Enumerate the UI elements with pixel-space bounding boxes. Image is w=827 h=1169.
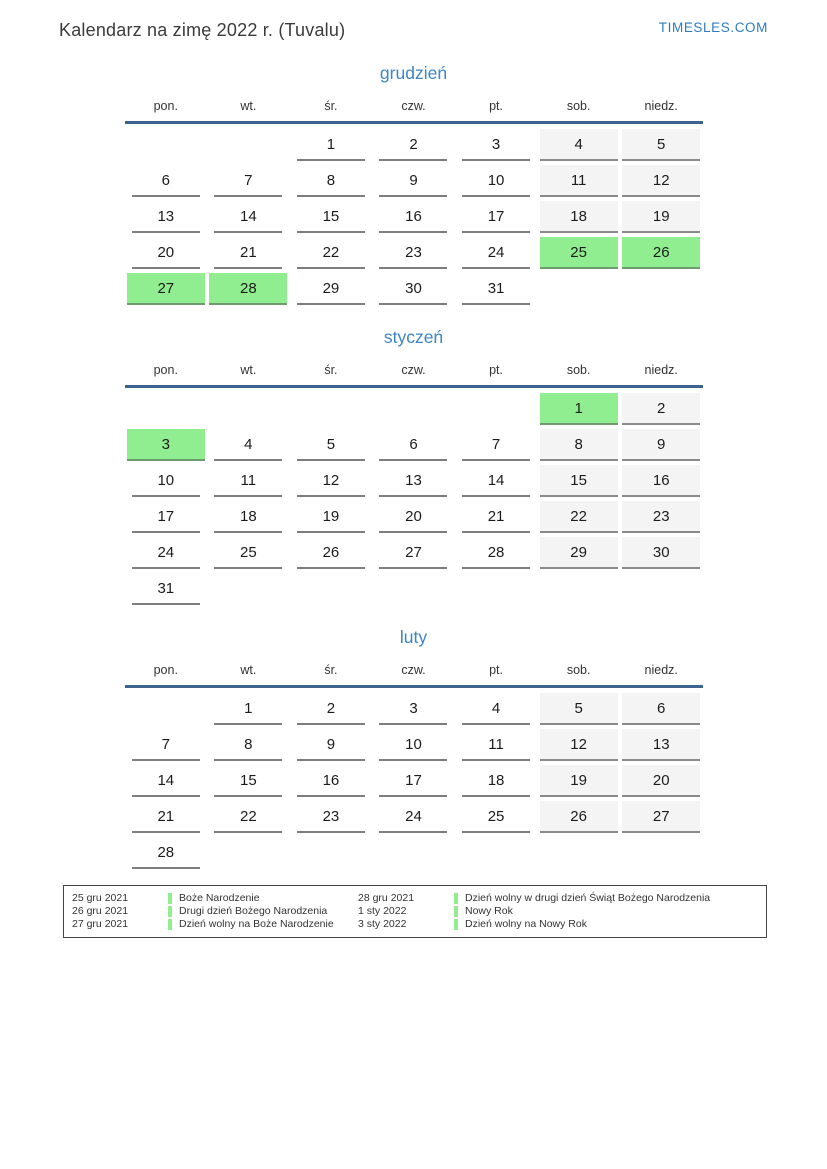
day-grid — [125, 125, 703, 305]
day-number: 12 — [622, 165, 700, 197]
day-cell — [537, 425, 620, 461]
day-cell-empty — [125, 125, 208, 161]
day-number: 17 — [462, 201, 530, 233]
page-title: Kalendarz na zimę 2022 r. (Tuvalu) — [59, 20, 346, 40]
day-number: 2 — [297, 693, 365, 725]
holiday-marker-icon — [168, 893, 172, 904]
day-cell — [620, 761, 703, 797]
day-number: 4 — [462, 693, 530, 725]
day-number: 22 — [214, 801, 282, 833]
day-cell — [207, 161, 290, 197]
day-number: 15 — [214, 765, 282, 797]
weekday-header-row — [125, 363, 703, 377]
day-number: 8 — [297, 165, 365, 197]
day-cell — [620, 533, 703, 569]
weekday-label: pt. — [489, 663, 504, 677]
day-number: 13 — [379, 465, 447, 497]
day-number: 9 — [297, 729, 365, 761]
day-number: 15 — [297, 201, 365, 233]
month-section — [125, 327, 703, 605]
day-cell — [207, 761, 290, 797]
legend-label: Drugi dzień Bożego Narodzenia — [179, 904, 328, 917]
day-cell — [125, 233, 208, 269]
day-cell — [537, 761, 620, 797]
day-cell — [125, 269, 208, 305]
day-number: 7 — [462, 429, 530, 461]
legend-item — [454, 892, 758, 905]
day-cell — [537, 497, 620, 533]
day-number: 17 — [379, 765, 447, 797]
day-number: 28 — [462, 537, 530, 569]
day-cell — [455, 197, 538, 233]
day-number: 18 — [214, 501, 282, 533]
day-number: 4 — [540, 129, 618, 161]
day-cell — [537, 533, 620, 569]
day-cell — [372, 689, 455, 725]
day-number: 25 — [462, 801, 530, 833]
day-number: 25 — [214, 537, 282, 569]
day-cell-empty — [537, 269, 620, 305]
day-cell — [455, 425, 538, 461]
day-number: 5 — [297, 429, 365, 461]
weekday-header-row — [125, 99, 703, 113]
day-number: 26 — [540, 801, 618, 833]
day-cell — [455, 269, 538, 305]
day-cell — [455, 689, 538, 725]
day-number: 11 — [214, 465, 282, 497]
day-number: 9 — [379, 165, 447, 197]
day-cell — [290, 197, 373, 233]
legend-item — [454, 918, 758, 931]
day-number: 21 — [132, 801, 200, 833]
day-cell — [125, 533, 208, 569]
day-number: 27 — [379, 537, 447, 569]
weekday-label: śr. — [324, 99, 338, 113]
day-cell-empty — [372, 833, 455, 869]
day-number: 6 — [622, 693, 700, 725]
day-cell — [207, 497, 290, 533]
weekday-label: niedz. — [644, 363, 678, 377]
day-number: 24 — [132, 537, 200, 569]
legend-item — [168, 905, 358, 918]
day-cell — [455, 725, 538, 761]
day-cell — [620, 125, 703, 161]
day-number: 2 — [622, 393, 700, 425]
day-number: 24 — [462, 237, 530, 269]
legend-date: 3 sty 2022 — [358, 917, 407, 930]
day-number: 14 — [462, 465, 530, 497]
day-number: 1 — [297, 129, 365, 161]
day-number: 11 — [540, 165, 618, 197]
day-cell — [537, 725, 620, 761]
calendar-months — [125, 63, 703, 869]
brand-link[interactable]: TIMESLES.COM — [658, 20, 768, 35]
day-number: 14 — [214, 201, 282, 233]
day-number: 28 — [132, 837, 200, 869]
day-grid — [125, 389, 703, 605]
day-cell — [537, 125, 620, 161]
day-cell — [290, 497, 373, 533]
day-cell-empty — [290, 833, 373, 869]
day-cell — [372, 269, 455, 305]
day-cell-empty — [620, 833, 703, 869]
day-cell — [455, 125, 538, 161]
day-cell — [207, 197, 290, 233]
day-cell-empty — [207, 569, 290, 605]
day-cell — [372, 497, 455, 533]
day-cell-empty — [290, 569, 373, 605]
day-number: 31 — [462, 273, 530, 305]
legend-date: 28 gru 2021 — [358, 892, 415, 904]
day-cell — [207, 533, 290, 569]
day-number: 12 — [297, 465, 365, 497]
day-number: 21 — [214, 237, 282, 269]
day-cell — [207, 425, 290, 461]
day-number: 1 — [214, 693, 282, 725]
day-cell — [620, 725, 703, 761]
day-number: 16 — [379, 201, 447, 233]
legend-date: 27 gru 2021 — [72, 917, 129, 930]
day-number: 20 — [379, 501, 447, 533]
weekday-label: czw. — [401, 663, 426, 677]
day-cell — [455, 797, 538, 833]
day-cell — [372, 125, 455, 161]
day-cell — [537, 233, 620, 269]
day-number: 8 — [214, 729, 282, 761]
day-cell — [290, 125, 373, 161]
day-cell-empty — [620, 569, 703, 605]
day-cell — [620, 233, 703, 269]
legend-date: 1 sty 2022 — [358, 904, 407, 917]
day-cell — [620, 497, 703, 533]
day-cell — [372, 233, 455, 269]
day-number: 23 — [379, 237, 447, 269]
weekday-label: pon. — [153, 99, 178, 113]
day-number: 27 — [127, 273, 205, 305]
day-cell — [455, 497, 538, 533]
weekday-label: śr. — [324, 363, 338, 377]
day-number: 18 — [540, 201, 618, 233]
day-number: 5 — [540, 693, 618, 725]
weekday-label: wt. — [240, 663, 257, 677]
day-number: 20 — [622, 765, 700, 797]
day-cell — [455, 533, 538, 569]
day-number: 6 — [132, 165, 200, 197]
day-number: 31 — [132, 573, 200, 605]
holiday-marker-icon — [454, 906, 458, 917]
day-cell — [455, 233, 538, 269]
day-cell — [537, 389, 620, 425]
day-cell — [125, 725, 208, 761]
day-number: 17 — [132, 501, 200, 533]
holiday-marker-icon — [454, 893, 458, 904]
day-number: 15 — [540, 465, 618, 497]
day-cell — [207, 797, 290, 833]
day-cell — [125, 461, 208, 497]
day-number: 24 — [379, 801, 447, 833]
day-number: 19 — [297, 501, 365, 533]
day-cell — [125, 425, 208, 461]
day-cell — [537, 197, 620, 233]
day-number: 6 — [379, 429, 447, 461]
weekday-label: sob. — [566, 363, 591, 377]
day-cell — [620, 425, 703, 461]
day-cell — [372, 425, 455, 461]
day-cell-empty — [125, 689, 208, 725]
legend-date: 26 gru 2021 — [72, 904, 129, 917]
day-number: 9 — [622, 429, 700, 461]
day-cell — [537, 161, 620, 197]
legend-date: 25 gru 2021 — [72, 892, 129, 904]
day-cell — [537, 797, 620, 833]
day-cell — [125, 497, 208, 533]
weekday-label: śr. — [324, 663, 338, 677]
weekday-label: pt. — [489, 363, 504, 377]
day-cell — [455, 161, 538, 197]
legend-label: Boże Narodzenie — [179, 892, 260, 904]
day-cell — [290, 233, 373, 269]
legend-label: Dzień wolny na Boże Narodzenie — [179, 917, 334, 930]
day-cell-empty — [207, 125, 290, 161]
weekday-label: wt. — [240, 363, 257, 377]
day-number: 3 — [462, 129, 530, 161]
day-grid — [125, 689, 703, 869]
day-number: 27 — [622, 801, 700, 833]
day-number: 2 — [379, 129, 447, 161]
day-cell — [125, 569, 208, 605]
holiday-marker-icon — [168, 919, 172, 930]
day-number: 11 — [462, 729, 530, 761]
weekday-label: niedz. — [644, 663, 678, 677]
weekday-label: pt. — [489, 99, 504, 113]
weekday-label: pon. — [153, 363, 178, 377]
day-cell — [372, 797, 455, 833]
month-section — [125, 63, 703, 305]
day-number: 16 — [297, 765, 365, 797]
day-cell — [125, 197, 208, 233]
day-cell — [290, 461, 373, 497]
day-number: 12 — [540, 729, 618, 761]
day-cell-empty — [620, 269, 703, 305]
day-number: 23 — [297, 801, 365, 833]
day-cell — [207, 461, 290, 497]
month-header-rule — [125, 685, 703, 688]
day-number: 7 — [214, 165, 282, 197]
day-cell-empty — [125, 389, 208, 425]
day-cell — [207, 689, 290, 725]
page-header — [0, 0, 827, 41]
day-cell-empty — [537, 569, 620, 605]
day-cell — [290, 797, 373, 833]
day-number: 22 — [540, 501, 618, 533]
day-number: 8 — [540, 429, 618, 461]
day-cell — [620, 461, 703, 497]
month-section — [125, 627, 703, 869]
day-cell-empty — [372, 389, 455, 425]
day-cell — [372, 761, 455, 797]
day-cell-empty — [455, 569, 538, 605]
legend-item — [168, 892, 358, 905]
day-number: 29 — [540, 537, 618, 569]
holiday-marker-icon — [454, 919, 458, 930]
month-title: luty — [399, 627, 428, 647]
day-cell — [290, 425, 373, 461]
weekday-label: czw. — [401, 363, 426, 377]
day-number: 3 — [127, 429, 205, 461]
day-number: 23 — [622, 501, 700, 533]
day-cell — [290, 761, 373, 797]
day-cell-empty — [455, 833, 538, 869]
day-cell — [290, 269, 373, 305]
day-cell — [207, 233, 290, 269]
day-number: 16 — [622, 465, 700, 497]
day-cell — [372, 533, 455, 569]
day-cell — [290, 533, 373, 569]
day-number: 19 — [540, 765, 618, 797]
legend-box — [63, 885, 767, 938]
day-cell-empty — [372, 569, 455, 605]
day-number: 10 — [379, 729, 447, 761]
weekday-label: wt. — [240, 99, 257, 113]
day-cell — [290, 725, 373, 761]
day-cell — [372, 461, 455, 497]
day-cell — [372, 725, 455, 761]
day-number: 28 — [209, 273, 287, 305]
day-number: 30 — [622, 537, 700, 569]
day-number: 29 — [297, 273, 365, 305]
weekday-label: sob. — [566, 663, 591, 677]
legend-item — [454, 905, 758, 918]
day-cell-empty — [290, 389, 373, 425]
day-cell — [290, 689, 373, 725]
day-number: 3 — [379, 693, 447, 725]
weekday-label: czw. — [401, 99, 426, 113]
day-number: 26 — [297, 537, 365, 569]
day-number: 10 — [132, 465, 200, 497]
day-number: 30 — [379, 273, 447, 305]
day-number: 21 — [462, 501, 530, 533]
holiday-marker-icon — [168, 906, 172, 917]
legend-item — [168, 918, 358, 931]
day-cell — [125, 761, 208, 797]
day-number: 26 — [622, 237, 700, 269]
weekday-label: pon. — [153, 663, 178, 677]
legend-label: Dzień wolny na Nowy Rok — [465, 917, 587, 930]
day-cell — [537, 461, 620, 497]
day-cell — [125, 833, 208, 869]
weekday-header-row — [125, 663, 703, 677]
day-number: 1 — [540, 393, 618, 425]
day-cell — [372, 161, 455, 197]
day-cell — [620, 689, 703, 725]
legend-label: Nowy Rok — [465, 904, 513, 917]
day-number: 13 — [132, 201, 200, 233]
day-cell — [207, 269, 290, 305]
day-cell — [537, 689, 620, 725]
day-number: 19 — [622, 201, 700, 233]
legend-label: Dzień wolny w drugi dzień Świąt Bożego Narodzenia — [465, 892, 711, 904]
day-number: 7 — [132, 729, 200, 761]
day-cell — [290, 161, 373, 197]
day-number: 10 — [462, 165, 530, 197]
day-number: 18 — [462, 765, 530, 797]
day-cell-empty — [537, 833, 620, 869]
day-number: 13 — [622, 729, 700, 761]
day-cell — [620, 389, 703, 425]
day-cell-empty — [207, 389, 290, 425]
day-cell — [455, 461, 538, 497]
month-title: grudzień — [379, 63, 448, 83]
day-cell — [620, 197, 703, 233]
day-cell — [207, 725, 290, 761]
day-cell — [125, 797, 208, 833]
day-cell — [125, 161, 208, 197]
weekday-label: niedz. — [644, 99, 678, 113]
day-number: 4 — [214, 429, 282, 461]
day-number: 22 — [297, 237, 365, 269]
day-number: 20 — [132, 237, 200, 269]
weekday-label: sob. — [566, 99, 591, 113]
month-header-rule — [125, 121, 703, 124]
day-cell — [455, 761, 538, 797]
day-cell — [372, 197, 455, 233]
day-number: 25 — [540, 237, 618, 269]
day-cell-empty — [455, 389, 538, 425]
day-number: 14 — [132, 765, 200, 797]
day-cell — [620, 161, 703, 197]
month-header-rule — [125, 385, 703, 388]
month-title: styczeń — [383, 327, 444, 347]
day-cell — [620, 797, 703, 833]
day-cell-empty — [207, 833, 290, 869]
day-number: 5 — [622, 129, 700, 161]
